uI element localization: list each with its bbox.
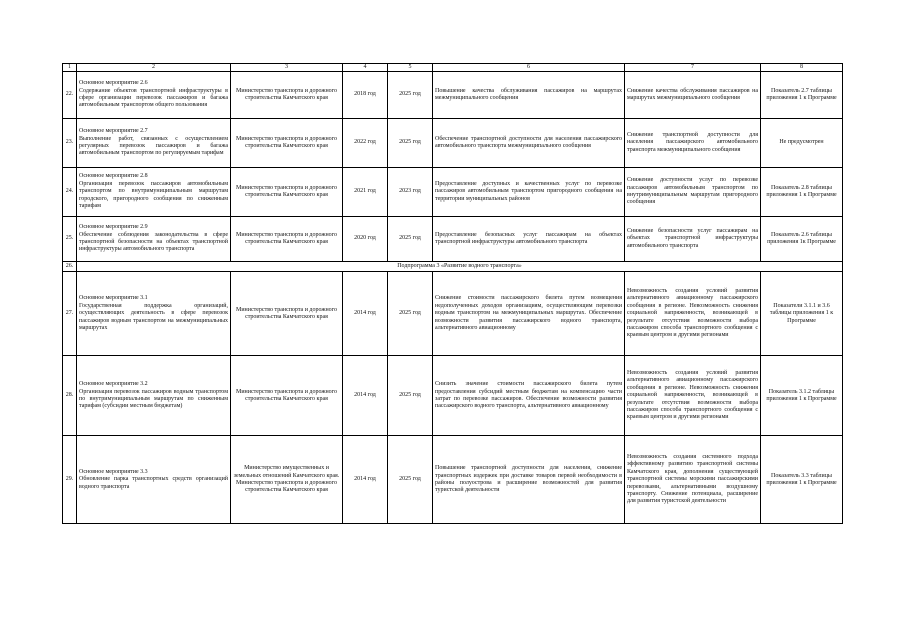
table-row <box>63 436 843 524</box>
expected-result-cell: Обеспечение транспортной доступности для населения пассажирского автомобильного транспорта межмуниципального сообщения <box>433 119 625 168</box>
start-year-cell: 2022 год <box>343 119 388 168</box>
event-cell: Основное мероприятие 2.6 Содержание объектов транспортной инфраструктуры в сфере организации перевозок пассажиров и багажа автомобильным транспортом общего пользования <box>77 72 231 119</box>
indicator-cell: Показатели 3.1.1 и 3.6 таблицы приложения 1 к Программе <box>761 272 843 356</box>
indicator-cell: Показатель 3.1.2 таблицы приложения 1 к Программе <box>761 356 843 436</box>
indicator-cell: Не предусмотрен <box>761 119 843 168</box>
event-cell: Основное мероприятие 3.3 Обновление парка транспортных средств организаций водного транспорта <box>77 436 231 524</box>
expected-result-cell: Снизить значение стоимости пассажирского билета путем предоставления субсидий местным бюджетам на компенсацию части затрат по перевозке пассажиров. Обеспечение возможности развития пассажирского водного транспорта, альтернативного авиационному <box>433 356 625 436</box>
consequences-cell: Снижение качества обслуживания пассажиров на маршрутах межмуниципального сообщения <box>625 72 761 119</box>
event-cell: Основное мероприятие 2.8 Организация перевозок пассажиров автомобильным транспортом по внутримуниципальным маршрутам городского, пригородного сообщения по сниженным тарифам <box>77 168 231 217</box>
executor-cell: Министерство транспорта и дорожного строительства Камчатского края <box>231 217 343 262</box>
table-row <box>63 356 843 436</box>
consequences-cell: Невозможность создания системного подхода эффективному развитию транспортной системы Камчатского края, дополнения существующей транспортной системы морскими пассажирскими перевозками, альтернативными воздушному транспорту. Снижение потенциала, расширение для развития туристской деятельности <box>625 436 761 524</box>
col-number-4: 4 <box>343 64 388 72</box>
end-year-cell: 2025 год <box>388 72 433 119</box>
row-number: 24. <box>63 168 77 217</box>
executor-cell: Министерство транспорта и дорожного строительства Камчатского края <box>231 119 343 168</box>
subprogram-title: Подпрограмма 3 «Развитие водного транспорта» <box>77 262 843 272</box>
end-year-cell: 2023 год <box>388 168 433 217</box>
consequences-cell: Снижение транспортной доступности для населения пассажирского автомобильного транспорта межмуниципального сообщения <box>625 119 761 168</box>
column-number-row <box>63 64 843 72</box>
indicator-cell: Показатель 2.6 таблицы приложения 1к Программе <box>761 217 843 262</box>
expected-result-cell: Снижение стоимости пассажирского билета путем возмещения недополученных доходов организациям, осуществляющим перевозки водным транспортом на межмуниципальных маршрутах. Обеспечение возможности развития пассажирского водного транспорта, альтернативного авиационному <box>433 272 625 356</box>
end-year-cell: 2025 год <box>388 272 433 356</box>
expected-result-cell: Предоставление безопасных услуг пассажирам на объектах транспортной инфраструктуры автомобильного транспорта <box>433 217 625 262</box>
start-year-cell: 2014 год <box>343 272 388 356</box>
start-year-cell: 2014 год <box>343 436 388 524</box>
end-year-cell: 2025 год <box>388 119 433 168</box>
consequences-cell: Снижение доступности услуг по перевозке пассажиров автомобильным транспортом по внутримуниципальным маршрутам пригородного сообщения <box>625 168 761 217</box>
end-year-cell: 2025 год <box>388 217 433 262</box>
executor-cell: Министерство имущественных и земельных отношений Камчатского края. Министерство транспорта и дорожного строительства Камчатского края <box>231 436 343 524</box>
row-number: 28. <box>63 356 77 436</box>
table-row <box>63 119 843 168</box>
table-row <box>63 72 843 119</box>
indicator-cell: Показатель 3.3 таблицы приложения 1 к Программе <box>761 436 843 524</box>
col-number-8: 8 <box>761 64 843 72</box>
executor-cell: Министерство транспорта и дорожного строительства Камчатского края <box>231 168 343 217</box>
executor-cell: Министерство транспорта и дорожного строительства Камчатского края <box>231 272 343 356</box>
end-year-cell: 2025 год <box>388 356 433 436</box>
expected-result-cell: Повышение качества обслуживания пассажиров на маршрутах межмуниципального сообщения <box>433 72 625 119</box>
program-events-table <box>62 63 843 524</box>
expected-result-cell: Повышение транспортной доступности для населения, снижение транспортных издержек при доставке товаров первой необходимости в районы полуострова и расширение возможностей для развития туристской деятельности <box>433 436 625 524</box>
row-number: 25. <box>63 217 77 262</box>
end-year-cell: 2025 год <box>388 436 433 524</box>
start-year-cell: 2018 год <box>343 72 388 119</box>
table-row <box>63 272 843 356</box>
row-number: 23. <box>63 119 77 168</box>
start-year-cell: 2020 год <box>343 217 388 262</box>
event-cell: Основное мероприятие 3.2 Организация перевозок пассажиров водным транспортом по внутримуниципальным маршрутам по сниженным тарифам (субсидии местным бюджетам) <box>77 356 231 436</box>
consequences-cell: Снижение безопасности услуг пассажирам на объектах транспортной инфраструктуры автомобильного транспорта <box>625 217 761 262</box>
col-number-2: 2 <box>77 64 231 72</box>
start-year-cell: 2014 год <box>343 356 388 436</box>
table-row <box>63 217 843 262</box>
event-cell: Основное мероприятие 2.7 Выполнение работ, связанных с осуществлением регулярных перевозок пассажиров и багажа автомобильным транспортом по регулируемым тарифам <box>77 119 231 168</box>
row-number: 29. <box>63 436 77 524</box>
executor-cell: Министерство транспорта и дорожного строительства Камчатского края <box>231 356 343 436</box>
row-number: 22. <box>63 72 77 119</box>
start-year-cell: 2021 год <box>343 168 388 217</box>
consequences-cell: Невозможность создания условий развития альтернативного авиационному пассажирского сообщения в регионе. Невозможность снижения социальной напряженности, возникающей в результате отсутствия возможности выбора пассажиром способа транспортного сообщения с краевым центром и другими регионами <box>625 272 761 356</box>
row-number: 26. <box>63 262 77 272</box>
table-row <box>63 168 843 217</box>
col-number-7: 7 <box>625 64 761 72</box>
executor-cell: Министерство транспорта и дорожного строительства Камчатского края <box>231 72 343 119</box>
row-number: 27. <box>63 272 77 356</box>
col-number-6: 6 <box>433 64 625 72</box>
event-cell: Основное мероприятие 3.1 Государственная поддержка организаций, осуществляющих деятельность в сфере перевозок пассажиров водным транспортом на межмуниципальных маршрутах <box>77 272 231 356</box>
col-number-5: 5 <box>388 64 433 72</box>
event-cell: Основное мероприятие 2.9 Обеспечение соблюдения законодательства в сфере транспортной безопасности на объектах транспортной инфраструктуры автомобильного транспорта <box>77 217 231 262</box>
subprogram-row <box>63 262 843 272</box>
consequences-cell: Невозможность создания условий развития альтернативного авиационному пассажирского сообщения в регионе. Невозможность снижения социальной напряженности, возникающей в результате отсутствия возможности выбора пассажиром способа транспортного сообщения с краевым центром и другими регионами <box>625 356 761 436</box>
expected-result-cell: Предоставление доступных и качественных услуг по перевозке пассажиров автомобильным транспортом пригородного сообщения на территории муниципальных районов <box>433 168 625 217</box>
col-number-3: 3 <box>231 64 343 72</box>
indicator-cell: Показатель 2.7 таблицы приложения 1 к Программе <box>761 72 843 119</box>
indicator-cell: Показатель 2.8 таблицы приложения 1 к Программе <box>761 168 843 217</box>
col-number-1: 1 <box>63 64 77 72</box>
